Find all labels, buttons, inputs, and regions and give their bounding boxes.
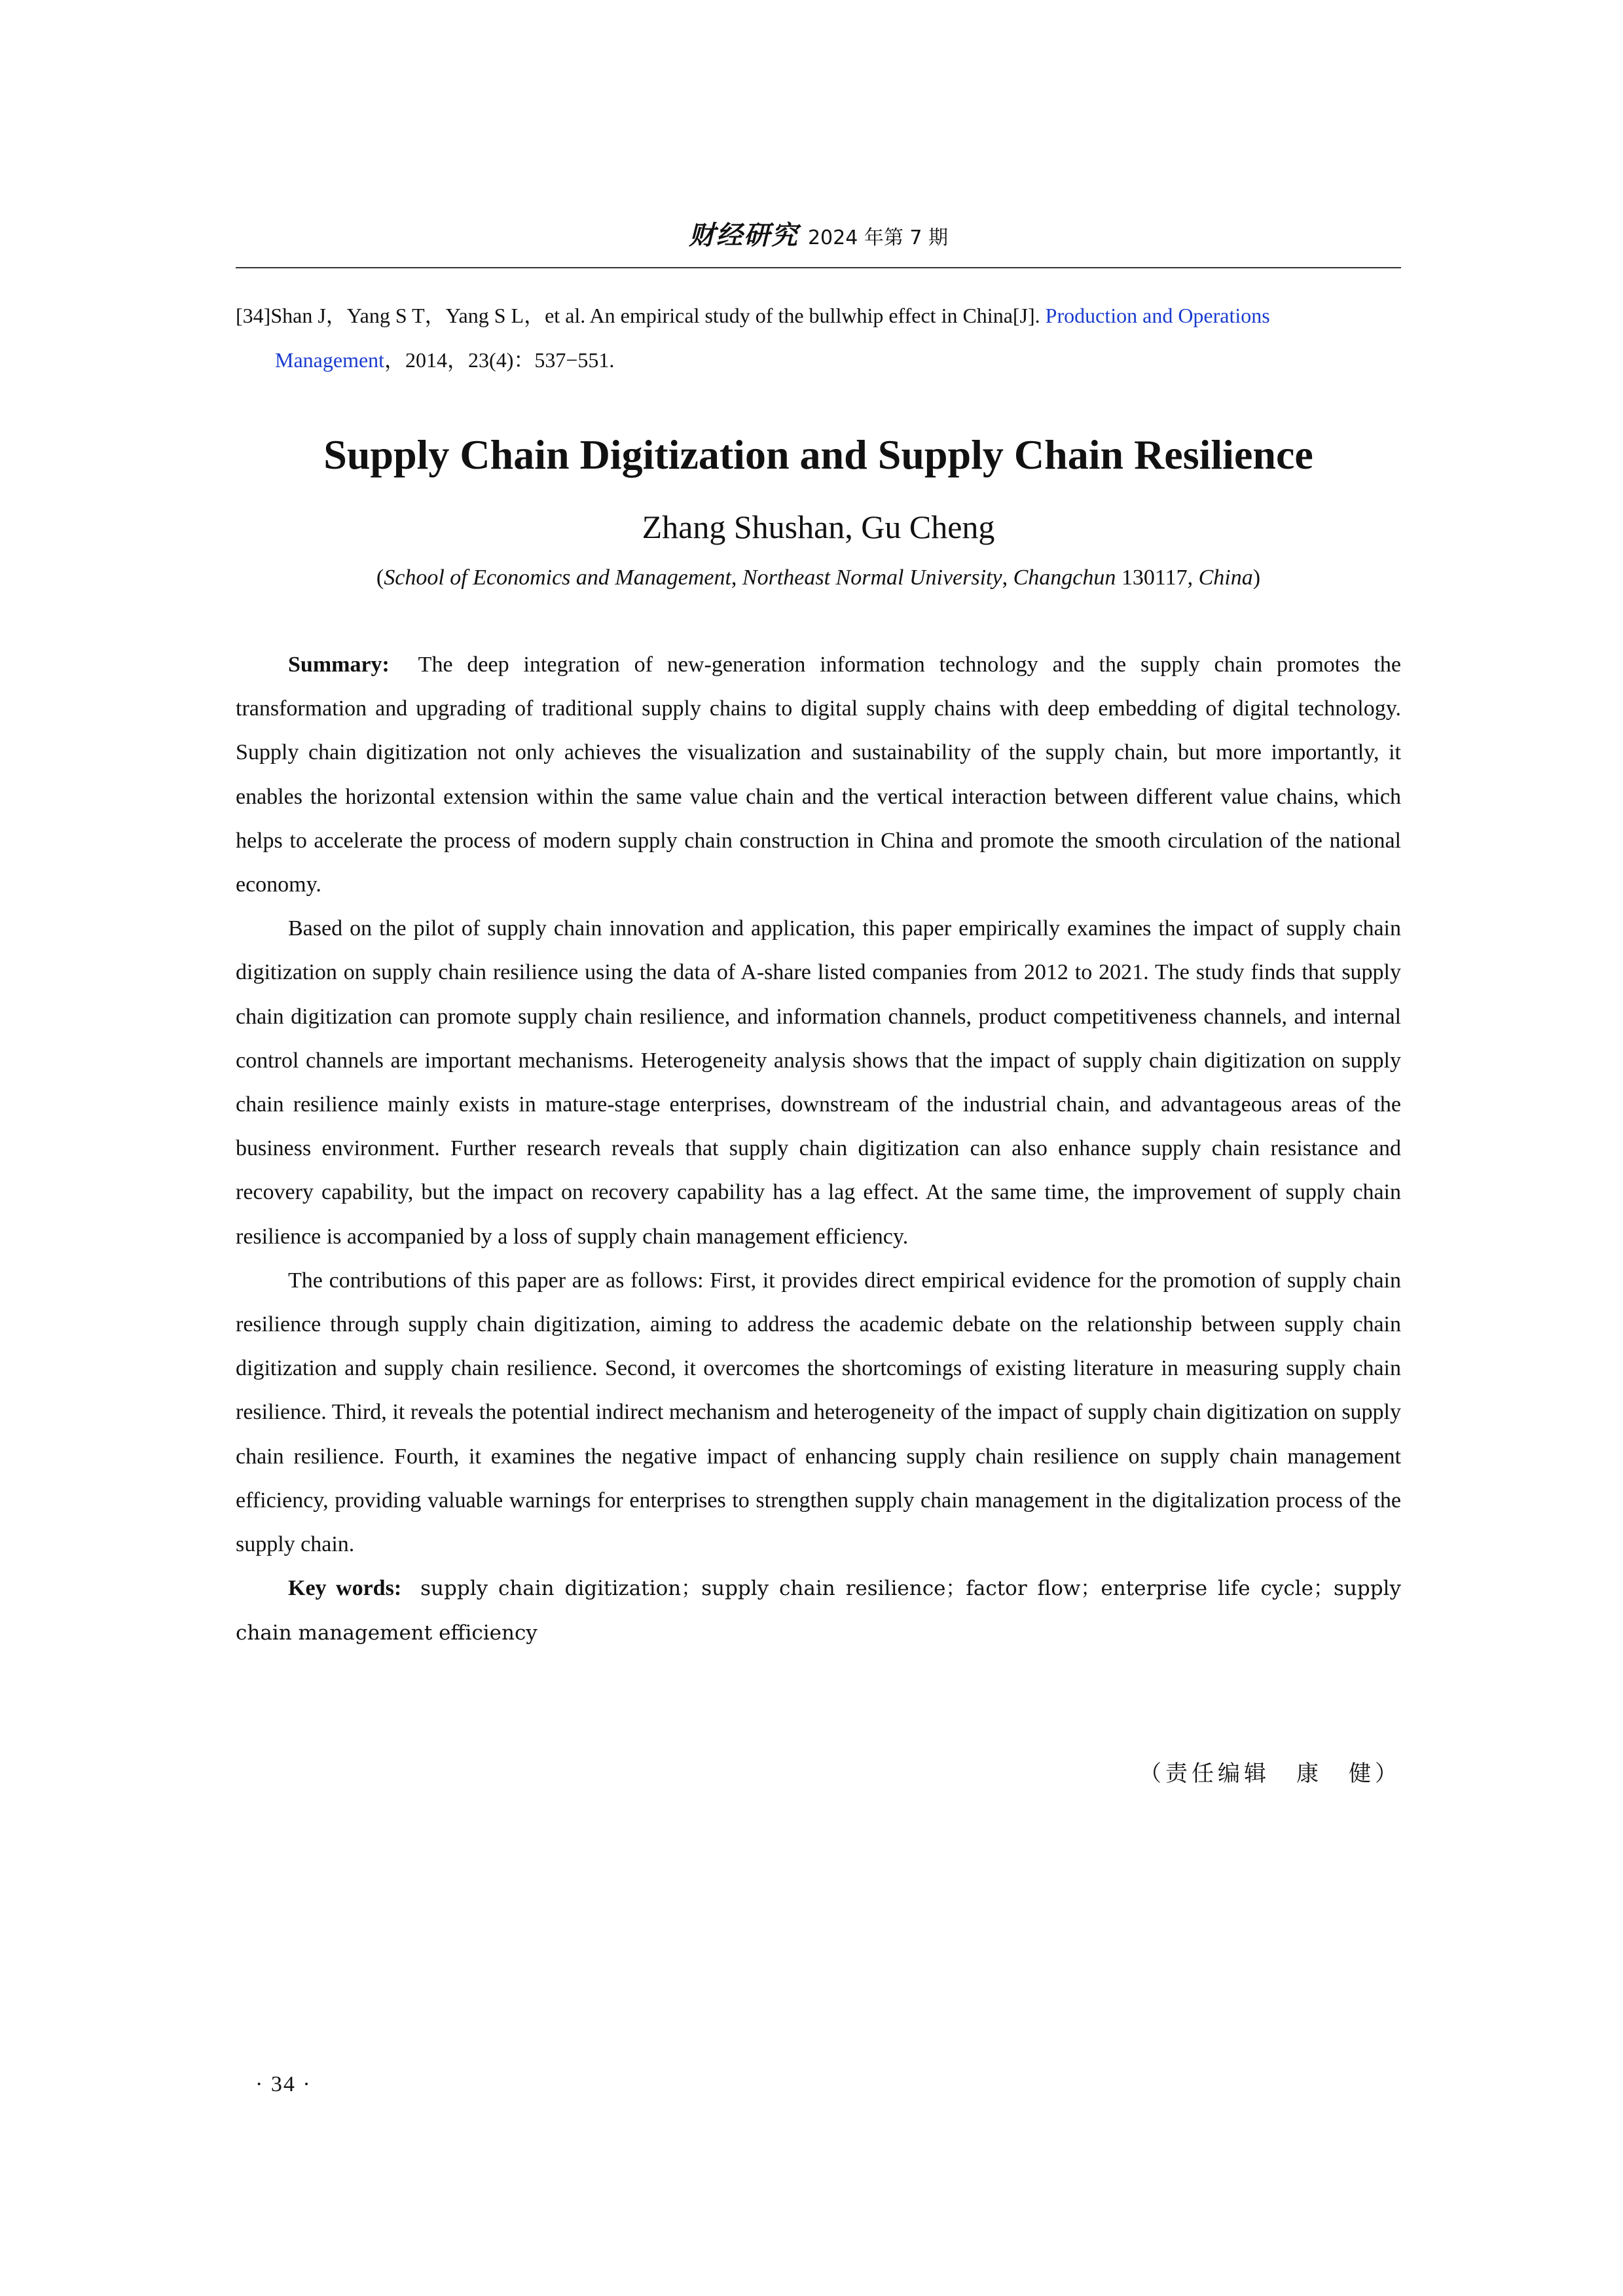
- abstract-body: [236, 643, 1401, 1656]
- affiliation-close: ): [1252, 565, 1261, 590]
- summary-text-1: The deep integration of new-generation information technology and the supply chain promotes the transformation and upgrading of traditional supply chains to digital supply chains with deep embedding of digital technology. Supply chain digitization not only achieves the visualization and sustainability of the supply chain, but more importantly, it enables the horizontal extension within the same value chain and the vertical interaction between different value chains, which helps to accelerate the process of modern supply chain construction in China and promote the smooth circulation of the national economy.: [236, 653, 1402, 897]
- journal-name: 财经研究: [688, 220, 799, 251]
- page-number: · 34 ·: [255, 2072, 312, 2096]
- header-rule: [236, 267, 1401, 268]
- issue-label: 2024 年第 7 期: [807, 226, 949, 249]
- reference-journal-link-1[interactable]: Production and Operations: [1045, 304, 1270, 327]
- summary-paragraph-3: The contributions of this paper are as follows: First, it provides direct empirical evidence for the promotion of supply chain resilience through supply chain digitization, aiming to address the academic debate on the relationship between supply chain digitization and supply chain resilience. Second, it overcomes the shortcomings of existing literature in measuring supply chain resilience. Third, it reveals the potential indirect mechanism and heterogeneity of the impact of supply chain digitization on supply chain resilience. Fourth, it examines the negative impact of enhancing supply chain resilience on supply chain management efficiency, providing valuable warnings for enterprises to strengthen supply chain management in the digitalization process of the supply chain.: [236, 1268, 1401, 1557]
- affiliation-city: Changchun: [1013, 565, 1116, 590]
- article-authors: Zhang Shushan, Gu Cheng: [642, 509, 995, 545]
- summary-label: Summary:: [288, 653, 390, 677]
- reference-continuation: [236, 338, 1401, 382]
- keywords-values: supply chain digitization；supply chain resilience；factor flow；enterprise life cycle；supply chain management efficiency: [236, 1577, 1401, 1645]
- reference-entry: [236, 293, 1401, 382]
- affiliation-university: Northeast Normal University: [742, 565, 1002, 590]
- summary-paragraph-1: [236, 643, 1401, 906]
- affiliation-school: School of Economics and Management: [384, 565, 731, 590]
- reference-authors: Shan J，Yang S T，Yang S L，et al. An empirical study of the bullwhip effect in China[J].: [270, 304, 1046, 327]
- affiliation-postcode: 130117,: [1116, 565, 1199, 590]
- affiliation-sep-1: ,: [731, 565, 742, 590]
- reference-number: [34]: [236, 304, 271, 327]
- article-affiliation: [236, 562, 1401, 594]
- page: [236, 0, 1401, 2296]
- responsible-editor: （责任编辑 康 健）: [1139, 1761, 1401, 1787]
- reference-journal-link-2[interactable]: Management: [275, 348, 385, 372]
- affiliation-country: China: [1198, 565, 1253, 590]
- summary-paragraph-2: Based on the pilot of supply chain innovation and application, this paper empirically examines the impact of supply chain digitization on supply chain resilience using the data of A-share listed companies from 2012 to 2021. The study finds that supply chain digitization can promote supply chain resilience, and information channels, product competitiveness channels, and internal control channels are important mechanisms. Heterogeneity analysis shows that the impact of supply chain digitization on supply chain resilience mainly exists in mature-stage enterprises, downstream of the industrial chain, and advantageous areas of the business environment. Further research reveals that supply chain digitization can also enhance supply chain resistance and recovery capability, but the impact on recovery capability has a lag effect. At the same time, the improvement of supply chain resilience is accompanied by a loss of supply chain management efficiency.: [236, 916, 1401, 1249]
- article-title: Supply Chain Digitization and Supply Chain Resilience: [323, 431, 1313, 478]
- running-head: [236, 216, 1401, 258]
- reference-details: ，2014，23(4)：537−551.: [384, 348, 615, 372]
- affiliation-sep-2: ,: [1002, 565, 1013, 590]
- keywords-paragraph: [236, 1566, 1401, 1655]
- keywords-label: Key words:: [288, 1576, 402, 1601]
- affiliation-open: (: [376, 565, 384, 590]
